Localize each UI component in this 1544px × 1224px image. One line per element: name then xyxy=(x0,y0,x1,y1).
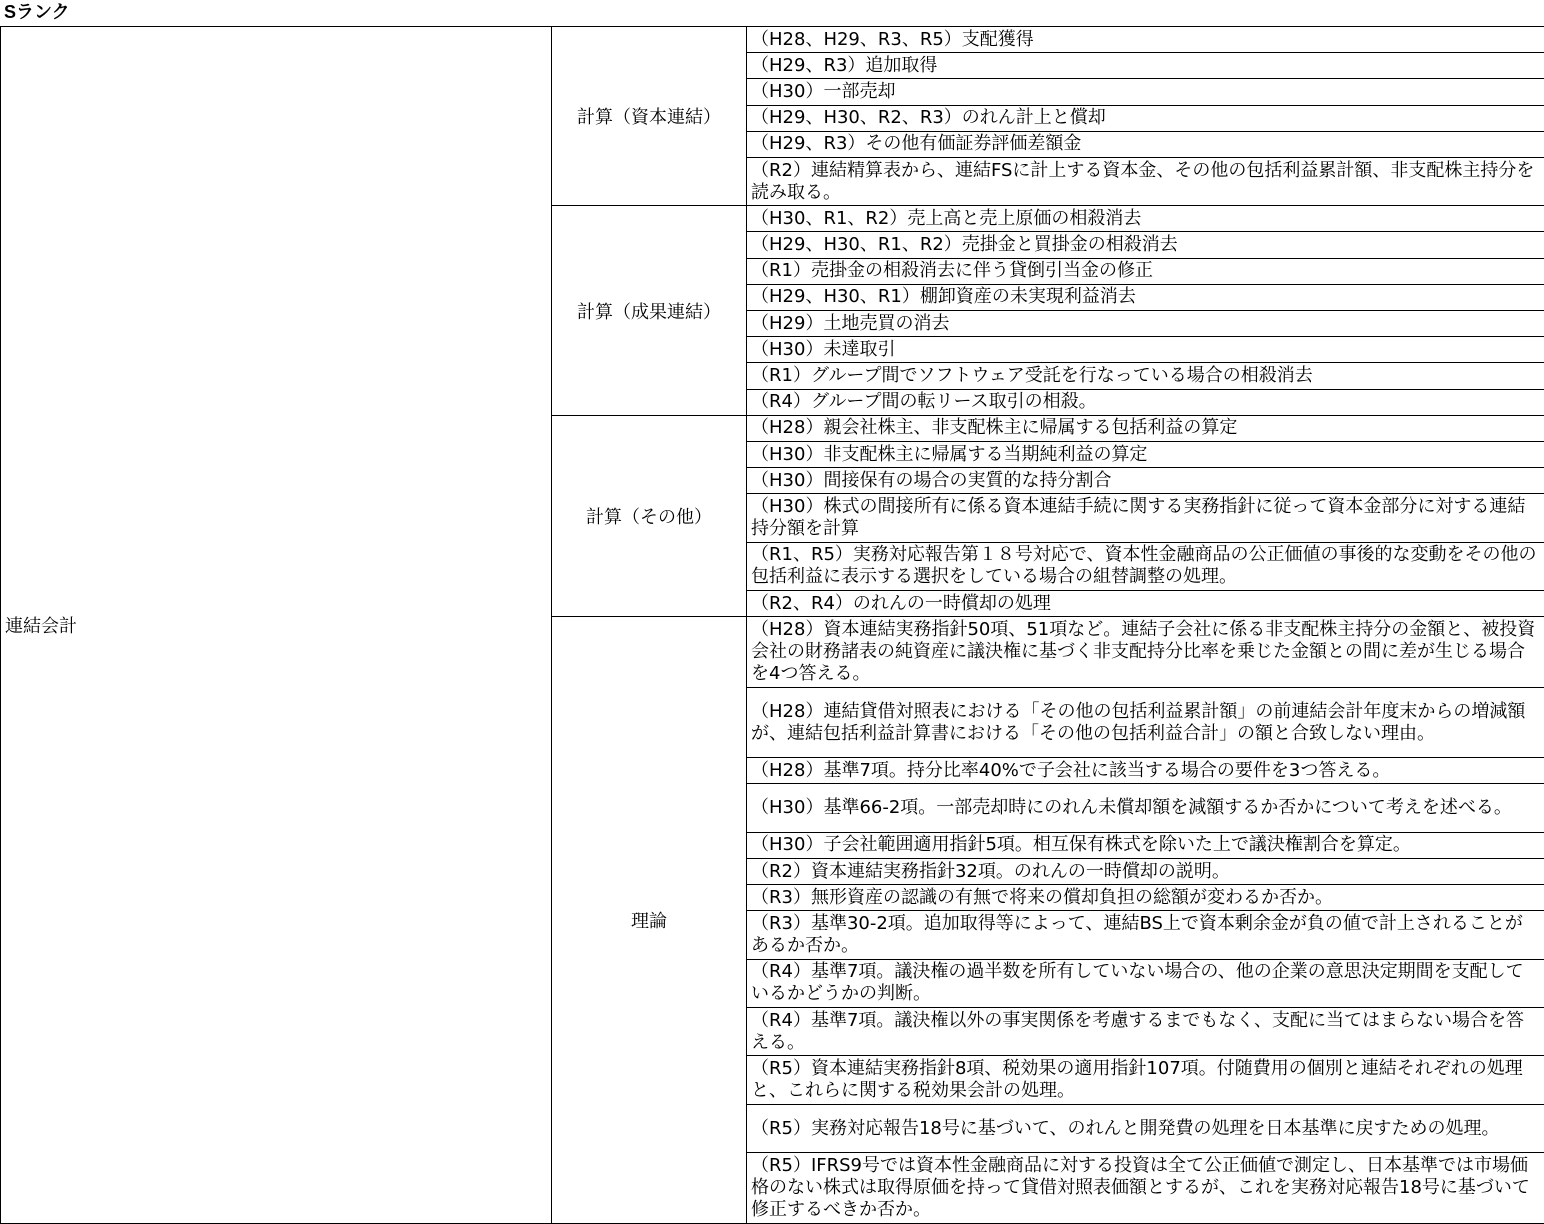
topic-item-cell: （H30）株式の間接所有に係る資本連結手続に関する実務指針に従って資本金部分に対する連結持分額を計算 xyxy=(747,494,1544,542)
topic-item-cell: （H29、R3）追加取得 xyxy=(747,53,1544,79)
topic-item-cell: （H28）親会社株主、非支配株主に帰属する包括利益の算定 xyxy=(747,415,1544,441)
topic-item-cell: （H28）連結貸借対照表における「その他の包括利益累計額」の前連結会計年度末からの増減額が、連結包括利益計算書における「その他の包括利益合計」の額と合致しない理由。 xyxy=(747,687,1544,758)
topic-item-cell: （H28、H29、R3、R5）支配獲得 xyxy=(747,27,1544,53)
subcategory-cell: 計算（資本連結） xyxy=(552,27,747,206)
topic-item-cell: （H28）基準7項。持分比率40%で子会社に該当する場合の要件を3つ答える。 xyxy=(747,758,1544,784)
topic-table-body xyxy=(1,27,1544,1224)
topic-item-cell: （H29、H30、R2、R3）のれん計上と償却 xyxy=(747,105,1544,131)
topic-item-cell: （R1）売掛金の相殺消去に伴う貸倒引当金の修正 xyxy=(747,258,1544,284)
topic-item-cell: （H30、R1、R2）売上高と売上原価の相殺消去 xyxy=(747,206,1544,232)
topic-item-cell: （H30）一部売却 xyxy=(747,79,1544,105)
topic-item-cell: （H30）未達取引 xyxy=(747,337,1544,363)
topic-item-cell: （R2）連結精算表から、連結FSに計上する資本金、その他の包括利益累計額、非支配株主持分を読み取る。 xyxy=(747,157,1544,205)
topic-item-cell: （R4）グループ間の転リース取引の相殺。 xyxy=(747,389,1544,415)
topic-item-cell: （H29、H30、R1）棚卸資産の未実現利益消去 xyxy=(747,284,1544,310)
topic-item-cell: （R5）実務対応報告18号に基づいて、のれんと開発費の処理を日本基準に戻すための処理。 xyxy=(747,1104,1544,1152)
topic-item-cell: （R3）基準30-2項。追加取得等によって、連結BS上で資本剰余金が負の値で計上されることがあるか否か。 xyxy=(747,911,1544,959)
topic-item-cell: （R5）IFRS9号では資本性金融商品に対する投資は全て公正価値で測定し、日本基準では市場価格のない株式は取得原価を持って貸借対照表価額とするが、これを実務対応報告18号に基づいて修正するべきか否か。 xyxy=(747,1153,1544,1224)
rank-title: Sランク xyxy=(4,2,70,22)
topic-item-cell: （R2）資本連結実務指針32項。のれんの一時償却の説明。 xyxy=(747,859,1544,885)
subcategory-cell: 計算（その他） xyxy=(552,415,747,616)
topic-item-cell: （R2、R4）のれんの一時償却の処理 xyxy=(747,591,1544,617)
topic-item-cell: （R5）資本連結実務指針8項、税効果の適用指針107項。付随費用の個別と連結それぞれの処理と、これらに関する税効果会計の処理。 xyxy=(747,1056,1544,1104)
topic-item-cell: （H29）土地売買の消去 xyxy=(747,311,1544,337)
topic-item-cell: （H28）資本連結実務指針50項、51項など。連結子会社に係る非支配株主持分の金額と、被投資会社の財務諸表の純資産に議決権に基づく非支配持分比率を乗じた金額との間に差が生じる場合を4つ答える。 xyxy=(747,617,1544,688)
topic-item-cell: （R3）無形資産の認識の有無で将来の償却負担の総額が変わるか否か。 xyxy=(747,885,1544,911)
main-category-cell: 連結会計 xyxy=(1,27,552,1224)
subcategory-cell: 理論 xyxy=(552,617,747,1224)
topic-table xyxy=(0,26,1544,1224)
topic-item-cell: （H29、R3）その他有価証券評価差額金 xyxy=(747,131,1544,157)
topic-item-cell: （H30）非支配株主に帰属する当期純利益の算定 xyxy=(747,441,1544,467)
topic-item-cell: （H29、H30、R1、R2）売掛金と買掛金の相殺消去 xyxy=(747,232,1544,258)
table-row xyxy=(1,27,1544,53)
topic-item-cell: （H30）基準66-2項。一部売却時にのれん未償却額を減額するか否かについて考えを述べる。 xyxy=(747,784,1544,832)
topic-item-cell: （R4）基準7項。議決権の過半数を所有していない場合の、他の企業の意思決定期間を支配しているかどうかの判断。 xyxy=(747,959,1544,1007)
topic-item-cell: （R1、R5）実務対応報告第１８号対応で、資本性金融商品の公正価値の事後的な変動をその他の包括利益に表示する選択をしている場合の組替調整の処理。 xyxy=(747,542,1544,590)
topic-item-cell: （H30）子会社範囲適用指針5項。相互保有株式を除いた上で議決権割合を算定。 xyxy=(747,832,1544,858)
topic-item-cell: （R4）基準7項。議決権以外の事実関係を考慮するまでもなく、支配に当てはまらない場合を答える。 xyxy=(747,1008,1544,1056)
topic-item-cell: （R1）グループ間でソフトウェア受託を行なっている場合の相殺消去 xyxy=(747,363,1544,389)
subcategory-cell: 計算（成果連結） xyxy=(552,206,747,416)
topic-item-cell: （H30）間接保有の場合の実質的な持分割合 xyxy=(747,468,1544,494)
